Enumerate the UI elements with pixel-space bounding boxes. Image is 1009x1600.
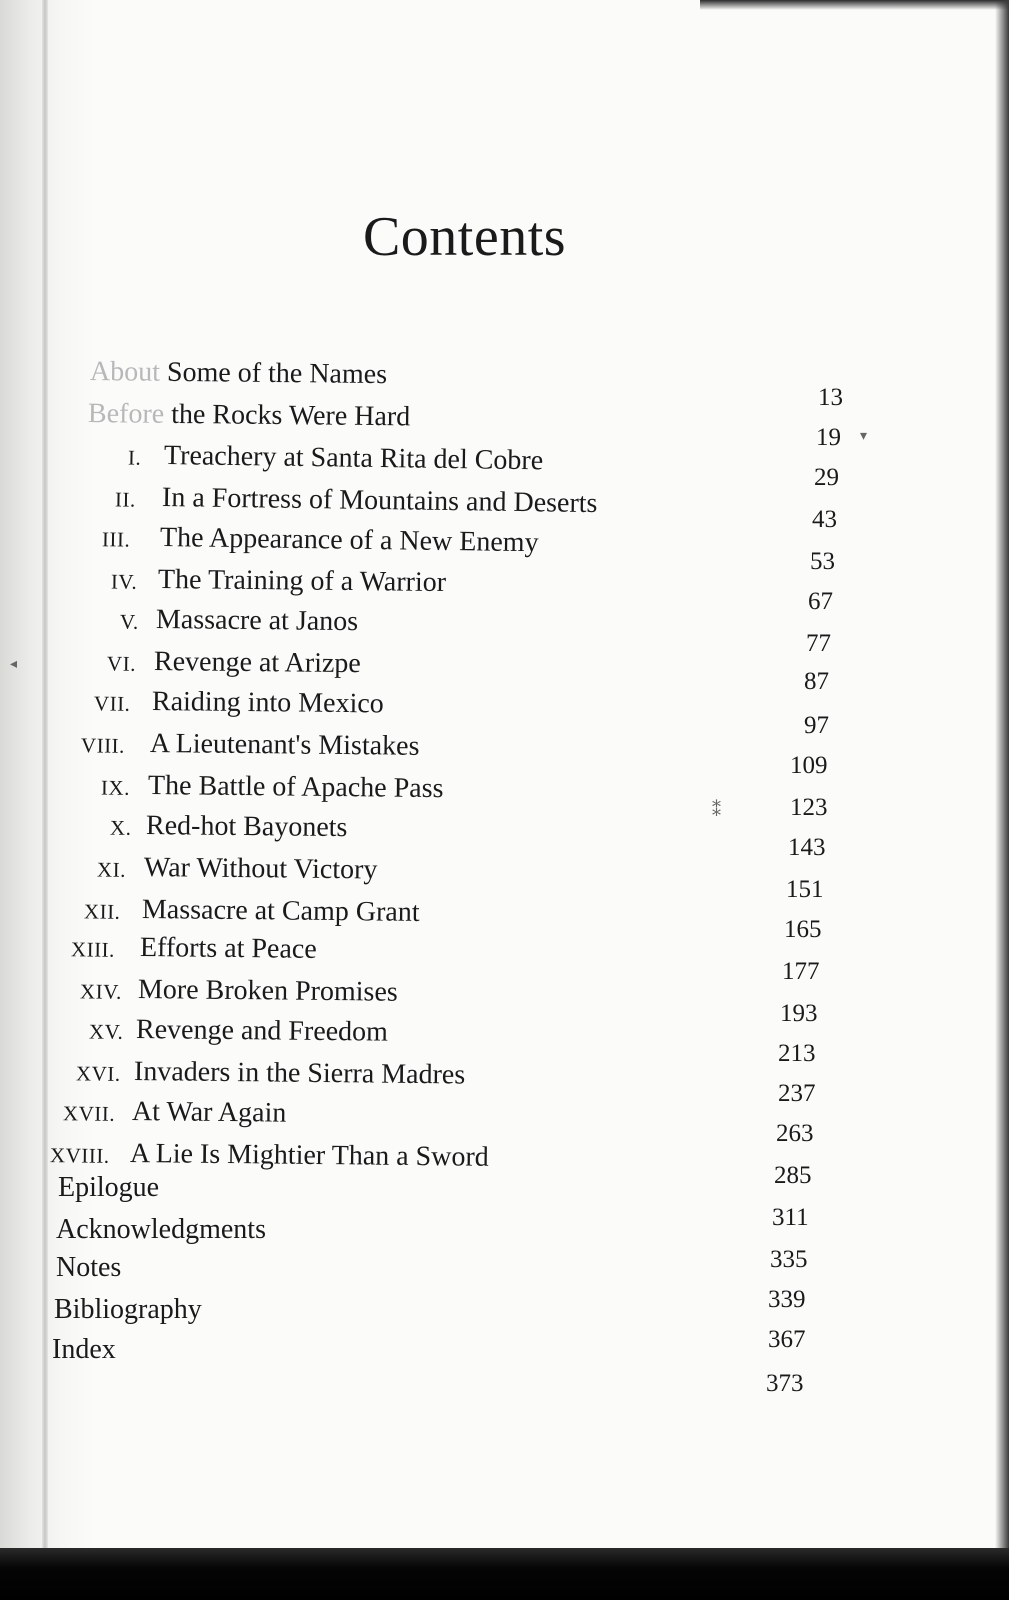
faded-text: About <box>89 356 161 388</box>
entry-title: Raiding into Mexico <box>151 686 384 720</box>
entry-title: A Lie Is Mightier Than a Sword <box>129 1138 489 1173</box>
toc-entry <box>75 1056 466 1091</box>
toc-entry <box>96 852 378 886</box>
entry-title: Revenge at Arizpe <box>153 646 361 680</box>
top-edge-shadow <box>700 0 1009 10</box>
entry-title: Massacre at Janos <box>155 604 359 638</box>
entry-title: In a Fortress of Mountains and Deserts <box>161 482 598 520</box>
entry-title: Epilogue <box>58 1172 160 1203</box>
chapter-number: XIV. <box>79 979 122 1004</box>
entry-title: Some of the Names <box>159 356 388 391</box>
toc-entry <box>101 522 539 559</box>
toc-entry <box>90 356 387 391</box>
toc-entry <box>70 932 317 966</box>
ink-speck: ◂ <box>10 657 18 672</box>
page-number: 193 <box>780 1000 818 1027</box>
page-number: 87 <box>804 668 829 695</box>
page-title <box>0 205 1009 269</box>
page-number: 237 <box>778 1080 816 1107</box>
chapter-number: VIII. <box>80 733 126 758</box>
toc-entry <box>56 1214 266 1246</box>
page-number: 123 <box>790 794 828 821</box>
chapter-number: XVII. <box>62 1101 116 1126</box>
toc-entry <box>100 770 444 805</box>
page-number: 109 <box>790 752 828 779</box>
entry-title: Acknowledgments <box>56 1214 266 1245</box>
faded-text: Before <box>87 398 165 430</box>
chapter-number: VII. <box>93 691 131 716</box>
toc-entry <box>58 1172 159 1204</box>
page-number: 151 <box>786 876 824 903</box>
toc-entry <box>80 728 420 763</box>
entry-title: Invaders in the Sierra Madres <box>133 1056 466 1091</box>
toc-entry <box>79 974 398 1009</box>
page-number: 19 <box>816 424 841 451</box>
page-number: 373 <box>766 1370 804 1397</box>
page-number: 213 <box>778 1040 816 1067</box>
page-number: 311 <box>772 1204 809 1231</box>
page-number: 77 <box>806 630 831 657</box>
entry-title: the Rocks Were Hard <box>164 398 411 433</box>
page-number: 29 <box>814 464 839 491</box>
entry-title: Index <box>52 1334 116 1365</box>
page-number: 13 <box>818 384 843 411</box>
chapter-number: XI. <box>96 857 127 882</box>
toc-entry <box>119 604 359 638</box>
page-number: 67 <box>808 588 833 615</box>
entry-title: Revenge and Freedom <box>135 1014 389 1048</box>
entry-title: Efforts at Peace <box>139 932 317 965</box>
chapter-number: IV. <box>110 569 138 594</box>
toc-entry <box>93 686 384 720</box>
chapter-number: I. <box>127 445 142 470</box>
entry-title: The Battle of Apache Pass <box>147 770 444 805</box>
page-number: 143 <box>788 834 826 861</box>
chapter-number: VI. <box>106 651 137 676</box>
toc-entry <box>114 482 598 520</box>
chapter-number: XVI. <box>75 1061 121 1086</box>
entry-title: At War Again <box>131 1096 287 1129</box>
page-number: 335 <box>770 1246 808 1273</box>
page-number: 263 <box>776 1120 814 1147</box>
toc-entry <box>52 1334 116 1366</box>
chapter-number: XV. <box>88 1019 124 1044</box>
page-number: 285 <box>774 1162 812 1189</box>
entry-title: Treachery at Santa Rita del Cobre <box>163 440 544 477</box>
entry-title: The Training of a Warrior <box>157 564 447 599</box>
ink-speck: ⁑ <box>712 800 721 820</box>
ink-speck: ▾ <box>860 429 868 444</box>
page-number: 43 <box>812 506 837 533</box>
page-number: 339 <box>768 1286 806 1313</box>
toc-entry <box>109 810 348 844</box>
toc-entry <box>88 1014 389 1049</box>
chapter-number: X. <box>109 815 132 840</box>
entry-title: Bibliography <box>54 1294 202 1325</box>
chapter-number: XII. <box>83 899 121 924</box>
scanner-edge <box>0 1548 1009 1600</box>
toc-entry <box>49 1138 489 1174</box>
page-number: 367 <box>768 1326 806 1353</box>
page-number: 97 <box>804 712 829 739</box>
chapter-number: II. <box>114 487 136 512</box>
chapter-number: IX. <box>100 775 131 800</box>
page-number: 177 <box>782 958 820 985</box>
entry-title: Red-hot Bayonets <box>145 810 348 844</box>
entry-title: War Without Victory <box>143 852 378 886</box>
chapter-number: III. <box>101 527 131 552</box>
chapter-number: V. <box>119 609 139 634</box>
toc-entry <box>110 564 447 599</box>
entry-title: More Broken Promises <box>137 974 398 1008</box>
page-number: 53 <box>810 548 835 575</box>
toc-entry <box>56 1252 121 1284</box>
chapter-number: XIII. <box>70 937 116 962</box>
page-number: 165 <box>784 916 822 943</box>
toc-entry <box>106 646 361 680</box>
toc-entry <box>83 894 420 929</box>
chapter-number: XVIII. <box>49 1143 110 1168</box>
toc-entry <box>88 398 411 433</box>
entry-title: Massacre at Camp Grant <box>141 894 420 928</box>
toc-entry <box>127 440 544 477</box>
entry-title: The Appearance of a New Enemy <box>159 522 539 559</box>
entry-title: A Lieutenant's Mistakes <box>149 728 420 762</box>
page-title-text: Contents <box>362 206 567 268</box>
entry-title: Notes <box>56 1252 122 1283</box>
toc-entry <box>54 1294 202 1326</box>
toc-entry <box>62 1096 287 1130</box>
